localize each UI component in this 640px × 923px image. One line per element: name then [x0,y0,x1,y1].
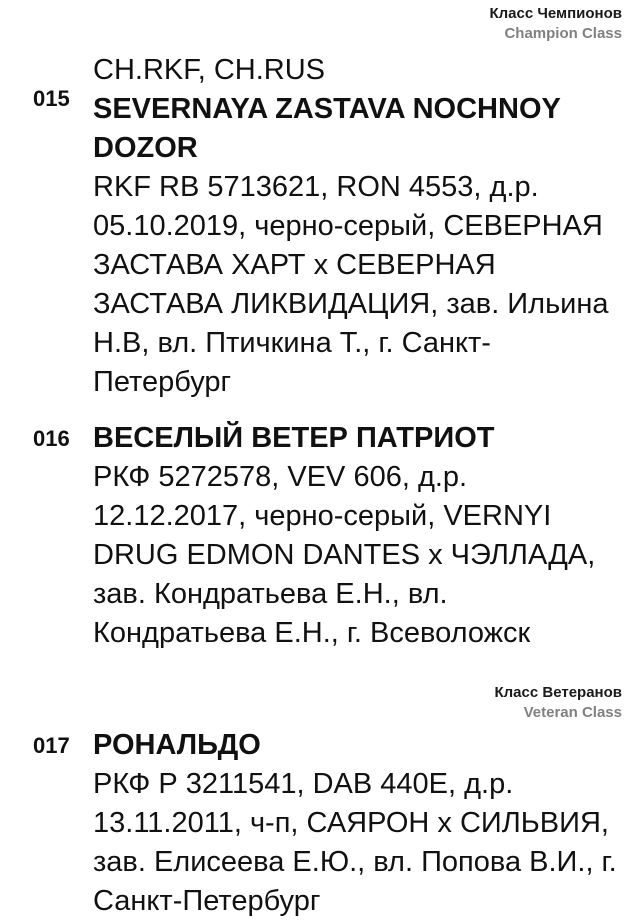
entry-details: РКФ Р 3211541, DAB 440E, д.р. 13.11.2011, ч-п, САЯРОН х СИЛЬВИЯ, зав. Елисеева Е.Ю., вл. Попова В.И., г. Санкт-Петербург [93,768,617,917]
entry-number: 016 [33,426,70,451]
entry-name: ВЕСЕЛЫЙ ВЕТЕР ПАТРИОТ [93,422,495,454]
champion-class-header [489,4,622,44]
class-title-ru: Класс Чемпионов [489,5,622,22]
entry-name: РОНАЛЬДО [93,729,261,761]
class-title-ru: Класс Ветеранов [494,684,622,701]
entry-number: 015 [33,86,70,111]
entry-number: 017 [33,733,70,758]
entry-name: SEVERNAYA ZASTAVA NOCHNOY DOZOR [93,93,561,164]
entry-body [93,419,622,653]
entry-body [93,726,622,921]
entry-details: RKF RB 5713621, RON 4553, д.р. 05.10.2019, черно-серый, СЕВЕРНАЯ ЗАСТАВА ХАРТ х СЕВЕРНАЯ ЗАСТАВА ЛИКВИДАЦИЯ, зав. Ильина Н.В, вл. Птичкина Т., г. Санкт-Петербург [93,171,609,398]
class-title-en: Veteran Class [523,704,622,721]
entry-titles: CH.RKF, CH.RUS [93,54,326,86]
veteran-class-header [495,683,623,723]
entry-details: РКФ 5272578, VEV 606, д.р. 12.12.2017, черно-серый, VERNYI DRUG EDMON DANTES х ЧЭЛЛАДА, зав. Кондратьева Е.Н., вл. Кондратьева Е.Н., г. Всеволожск [93,461,596,649]
class-title-en: Champion Class [504,25,622,42]
entry-body [93,51,622,402]
